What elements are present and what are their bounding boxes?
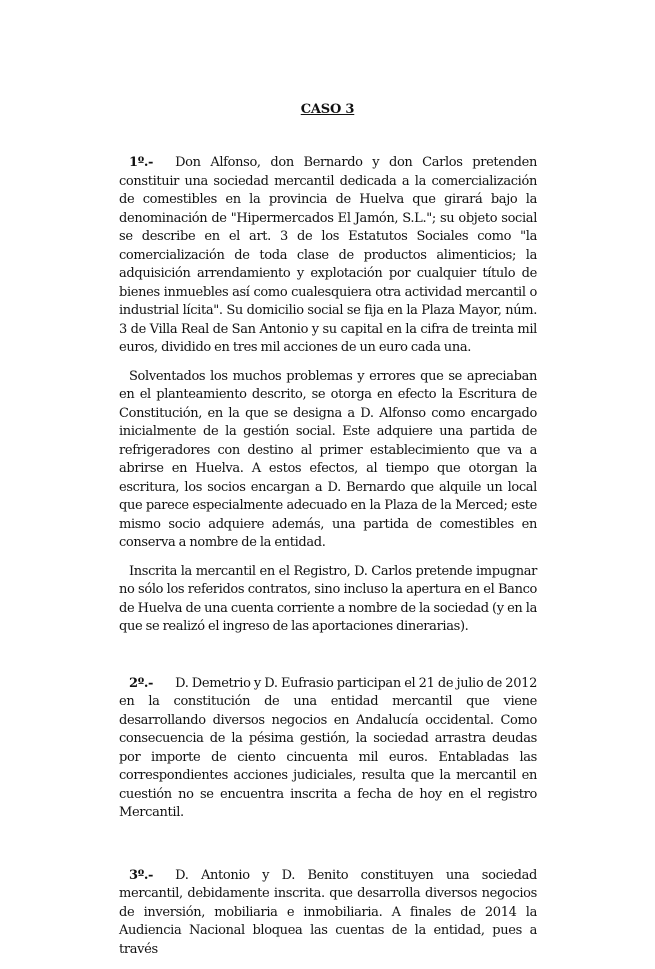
- page-title: CASO 3: [300, 102, 355, 117]
- spacer: [119, 833, 537, 867]
- case-1-paragraph-1: [119, 154, 537, 358]
- case-1-text-1: Don Alfonso, don Bernardo y don Carlos pretenden constituir una sociedad mercantil dedicada a la comercialización de comestibles en la provincia de Huelva que girará bajo la denominación de "Hipermercados El Jamón, S.L."; su objeto social se describe en el art. 3 de los Estatutos Sociales como "la comercialización de toda clase de productos alimenticios; la adquisición arrendamiento y explotación por cualquier título de bienes inmuebles así como cualesquiera otra actividad mercantil o industrial lícita". Su domicilio social se fija en la Plaza Mayor, núm. 3 de Villa Real de San Antonio y su capital en la cifra de treinta mil euros, dividido en tres mil acciones de un euro cada una.: [119, 155, 537, 355]
- case-3-paragraph-1: [119, 867, 537, 960]
- case-2-paragraph-1: [119, 675, 537, 823]
- case-3-number: 3º.-: [129, 867, 154, 883]
- case-2-number: 2º.-: [129, 675, 154, 691]
- document-body: [119, 154, 537, 969]
- case-3-text-1: D. Antonio y D. Benito constituyen una sociedad mercantil, debidamente inscrita. que desarrolla diversos negocios de inversión, mobiliaria e inmobiliaria. A finales de 2014 la Audiencia Nacional bloquea las cuentas de la entidad, pues a través: [119, 867, 537, 957]
- case-2-text-1: D. Demetrio y D. Eufrasio participan el 21 de julio de 2012 en la constitución de una entidad mercantil que viene desarrollando diversos negocios en Andalucía occidental. Como consecuencia de la pésima gestión, la sociedad arrastra deudas por importe de ciento cincuenta mil euros. Entabladas las correspondientes acciones judiciales, resulta que la mercantil en cuestión no se encuentra inscrita a fecha de hoy en el registro Mercantil.: [119, 675, 537, 820]
- spacer: [119, 647, 537, 675]
- case-1-paragraph-3: Inscrita la mercantil en el Registro, D. Carlos pretende impugnar no sólo los referidos contratos, sino incluso la apertura en el Banco de Huelva de una cuenta corriente a nombre de la sociedad (y en la que se realizó el ingreso de las aportaciones dinerarias).: [119, 563, 537, 634]
- case-1-number: 1º.-: [129, 155, 154, 170]
- case-1-paragraph-2: Solventados los muchos problemas y errores que se apreciaban en el planteamiento descrito, se otorga en efecto la Escritura de Constitución, en la que se designa a D. Alfonso como encargado inicialmente de la gestión social. Este adquiere una partida de refrigeradores con destino al primer establecimiento que va a abrirse en Huelva. A estos efectos, al tiempo que otorgan la escritura, los socios encargan a D. Bernardo que alquile un local que parece especialmente adecuado en la Plaza de la Merced; este mismo socio adquiere además, una partida de comestibles en conserva a nombre de la entidad.: [119, 368, 537, 550]
